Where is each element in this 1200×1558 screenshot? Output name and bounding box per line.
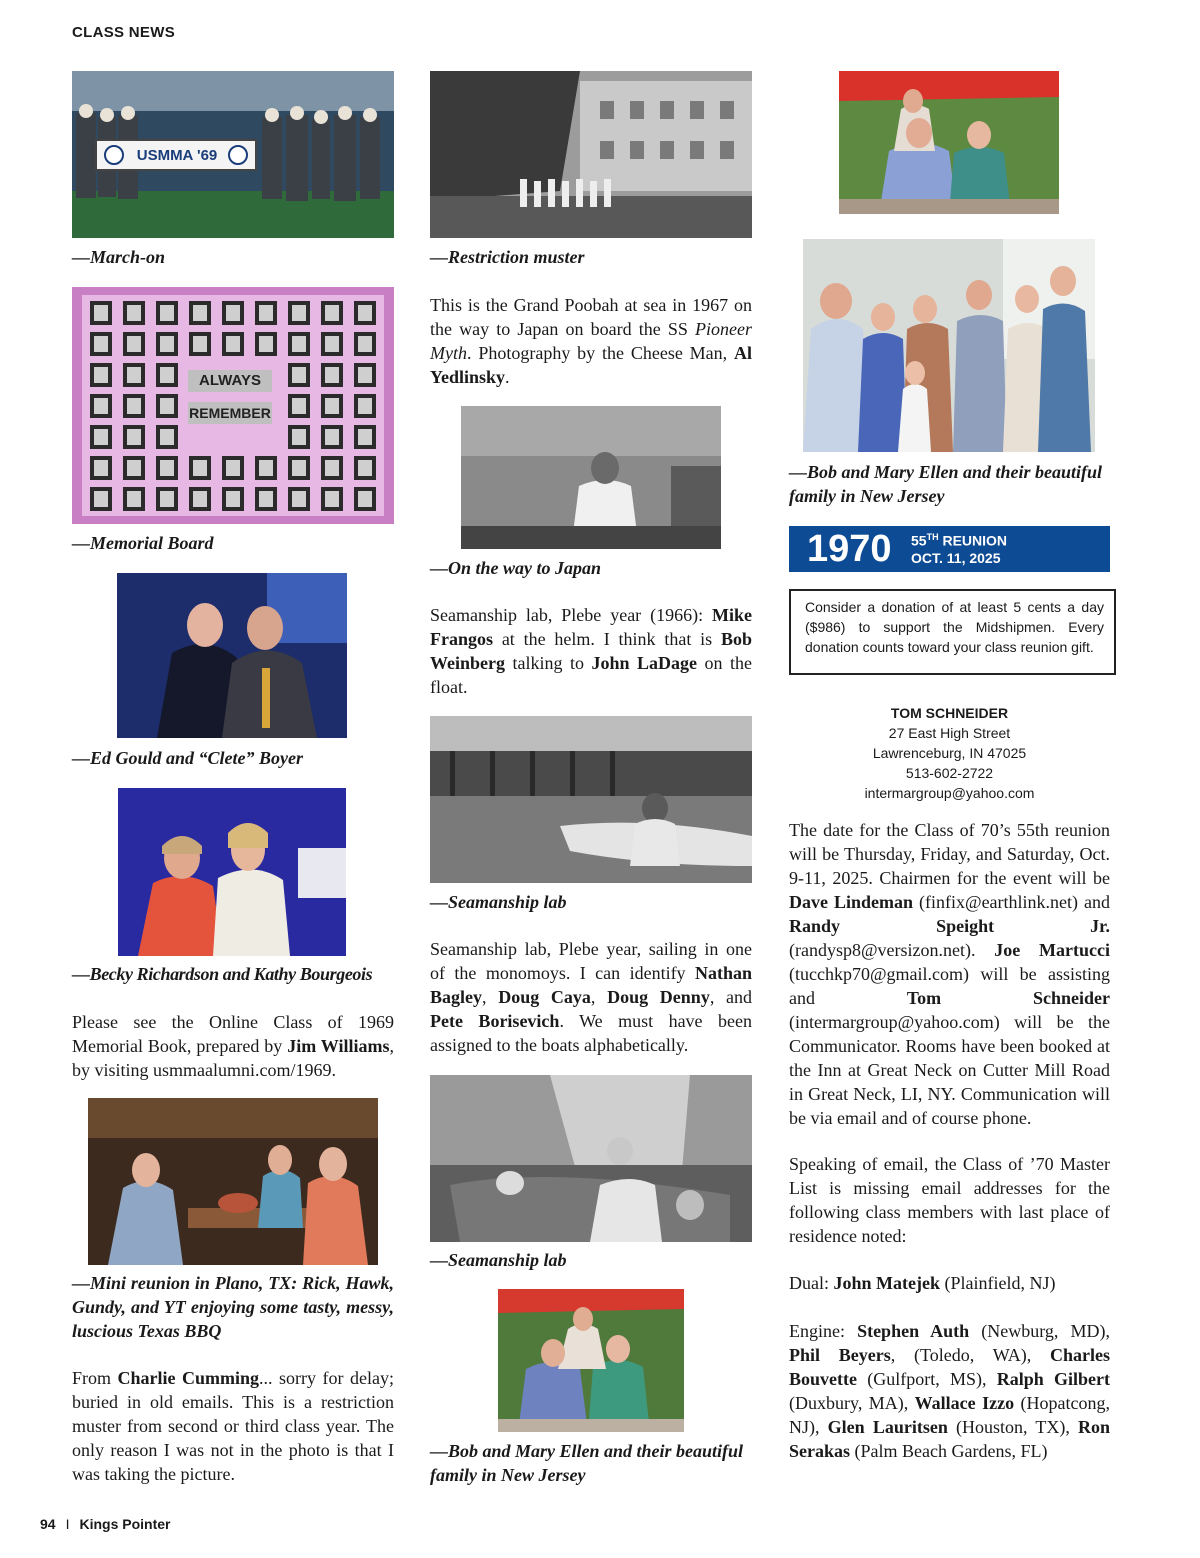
memorial-book-paragraph: [72, 1010, 394, 1082]
caption-becky: —Becky Richardson and Kathy Bourgeois: [72, 964, 373, 984]
text-run: on the float.: [430, 653, 753, 697]
march-on-banner-text: USMMA '69: [136, 147, 218, 164]
page-footer: [40, 1516, 170, 1532]
text-run: The date for the Class of 70’s 55th reunion will be Thursday, Friday, and Saturday, Oct. 9-11, 2025. Chairmen for the event will be: [789, 820, 1110, 888]
caption-ed-gould: —Ed Gould and “Clete” Boyer: [72, 748, 304, 768]
name-text: Doug Denny: [607, 987, 710, 1007]
bob-mary-photo-1: [498, 1289, 684, 1432]
seamanship-paragraph-1: [430, 603, 752, 699]
name-text: Randy Speight Jr.: [789, 916, 1110, 936]
on-the-way-photo: [461, 406, 721, 549]
class-contact: [789, 703, 1110, 803]
memorial-board-line1: ALWAYS: [188, 370, 272, 392]
name-text: Jim Williams: [287, 1036, 390, 1056]
contact-email: intermargroup@yahoo.com: [864, 785, 1035, 801]
text-run: , and: [709, 987, 753, 1007]
name-text: Ralph Gilbert: [996, 1369, 1110, 1389]
mini-reunion-photo: [88, 1098, 378, 1265]
text-run: From: [72, 1368, 118, 1388]
reunion-date: OCT. 11, 2025: [911, 550, 1001, 566]
caption-memorial-board: —Memorial Board: [72, 533, 214, 553]
name-text: Phil Beyers: [789, 1345, 891, 1365]
text-run: (Duxbury, MA),: [789, 1393, 915, 1413]
reunion-paragraph: [789, 818, 1110, 1130]
march-on-photo: [72, 71, 394, 238]
text-run: , by visiting usmmaalumni.com/1969.: [72, 1036, 394, 1080]
name-text: Stephen Auth: [857, 1321, 970, 1341]
text-run: ,: [482, 987, 499, 1007]
name-text: John LaDage: [591, 653, 698, 673]
name-text: Al Yedlinsky: [430, 343, 752, 387]
ed-gould-photo: [117, 573, 347, 738]
reunion-year: 1970: [807, 528, 892, 570]
email-paragraph: [789, 1152, 1110, 1248]
caption-bob-mary-2: —Bob and Mary Ellen and their beautiful family in New Jersey: [789, 462, 1103, 506]
family-photo: [803, 239, 1095, 452]
caption-seamanship-1: —Seamanship lab: [430, 892, 567, 912]
section-label: CLASS NEWS: [72, 24, 176, 41]
name-text: Tom Schneider: [906, 988, 1110, 1008]
contact-name: TOM SCHNEIDER: [890, 705, 1009, 721]
seamanship-photo-1: [430, 716, 752, 883]
bob-mary-photo-2: [839, 71, 1059, 214]
caption-march-on: —March-on: [72, 247, 166, 267]
text-run: This is the Grand Poobah at sea in 1967 on the way to Japan on board the SS: [430, 295, 752, 339]
text-run: (Plainfield, NJ): [940, 1273, 1056, 1293]
text-run: . We must have been assigned to the boats alphabetically.: [430, 1011, 752, 1055]
footer-separator: I: [65, 1516, 70, 1532]
seamanship-photo-2: [430, 1075, 752, 1242]
text-run: (tucchkp70@gmail.com) will be assisting and: [789, 964, 1110, 1008]
text-run: (Palm Beach Gardens, FL): [850, 1441, 1048, 1461]
text-run: ,: [590, 987, 608, 1007]
name-text: Ron Serakas: [789, 1417, 1110, 1461]
engine-paragraph: [789, 1319, 1110, 1463]
memorial-board-photo: [72, 287, 394, 524]
contact-city: Lawrenceburg, IN 47025: [872, 745, 1027, 761]
page-number: 94: [40, 1516, 56, 1532]
reunion-banner: [789, 526, 1110, 572]
text-run: (intermargroup@yahoo.com) will be the Communicator. Rooms have been booked at the Inn at Great Neck on Cutter Mill Road in Great Neck, LI, NY. Communication will be via email and of course phone.: [789, 1012, 1110, 1128]
magazine-name: Kings Pointer: [79, 1516, 171, 1532]
text-run: (Newburg, MD),: [969, 1321, 1110, 1341]
seamanship-paragraph-2: [430, 937, 752, 1057]
becky-kathy-photo: [118, 788, 346, 956]
caption-restriction-muster: —Restriction muster: [430, 247, 585, 267]
charlie-cumming-paragraph: [72, 1366, 394, 1486]
text-run: Engine:: [789, 1321, 858, 1341]
text-run: (Hopatcong, NJ),: [789, 1393, 1110, 1437]
caption-seamanship-2: —Seamanship lab: [430, 1250, 567, 1270]
text-run: (Gulfport, MS),: [856, 1369, 997, 1389]
dual-paragraph: [789, 1271, 1110, 1295]
reunion-number: 55TH REUNION: [911, 532, 1008, 549]
text-run: Seamanship lab, Plebe year (1966):: [430, 605, 712, 625]
name-text: Mike Frangos: [430, 605, 752, 649]
name-text: Wallace Izzo: [914, 1393, 1015, 1413]
text-run: Seamanship lab, Plebe year, sailing in one of the monomoys. I can identify: [430, 939, 752, 983]
text-run: (randysp8@versizon.net).: [789, 940, 995, 960]
text-run: , (Toledo, WA),: [890, 1345, 1050, 1365]
donation-box: Consider a donation of at least 5 cents a day ($986) to support the Midshipmen. Every donation counts toward your class reunion gift.: [789, 589, 1116, 675]
caption-on-the-way: —On the way to Japan: [430, 558, 602, 578]
name-text: Charles Bouvette: [789, 1345, 1110, 1389]
contact-phone: 513-602-2722: [905, 765, 994, 781]
name-text: John Matejek: [833, 1273, 940, 1293]
text-run: Pioneer Myth: [430, 319, 752, 363]
name-text: Pete Borisevich: [430, 1011, 560, 1031]
text-run: (Houston, TX),: [947, 1417, 1078, 1437]
text-run: . Photography by the Cheese Man,: [466, 343, 734, 363]
name-text: Charlie Cumming: [117, 1368, 260, 1388]
text-run: Please see the Online Class of 1969 Memorial Book, prepared by: [72, 1012, 394, 1056]
text-run: .: [505, 367, 510, 387]
caption-mini-reunion: —Mini reunion in Plano, TX: Rick, Hawk, Gundy, and YT enjoying some tasty, messy, luscious Texas BBQ: [72, 1273, 394, 1341]
name-text: Dave Lindeman: [789, 892, 914, 912]
name-text: Doug Caya: [498, 987, 591, 1007]
name-text: Joe Martucci: [994, 940, 1110, 960]
memorial-board-line2: REMEMBER: [188, 402, 272, 424]
name-text: Nathan Bagley: [430, 963, 752, 1007]
text-run: talking to: [505, 653, 592, 673]
name-text: Bob Weinberg: [430, 629, 752, 673]
text-run: Speaking of email, the Class of ’70 Master List is missing email addresses for the following class members with last place of residence noted:: [789, 1154, 1110, 1246]
restriction-muster-photo: [430, 71, 752, 238]
text-run: (finfix@earthlink.net) and: [913, 892, 1111, 912]
name-text: Glen Lauritsen: [827, 1417, 948, 1437]
contact-street: 27 East High Street: [888, 725, 1011, 741]
grand-poobah-paragraph: [430, 293, 752, 389]
text-run: Dual:: [789, 1273, 834, 1293]
text-run: at the helm. I think that is: [493, 629, 721, 649]
text-run: ... sorry for delay; buried in old emails. This is a restriction muster from second or third class year. The only reason I was not in the photo is that I was taking the picture.: [72, 1368, 395, 1484]
caption-bob-mary-1: —Bob and Mary Ellen and their beautiful family in New Jersey: [430, 1441, 744, 1485]
